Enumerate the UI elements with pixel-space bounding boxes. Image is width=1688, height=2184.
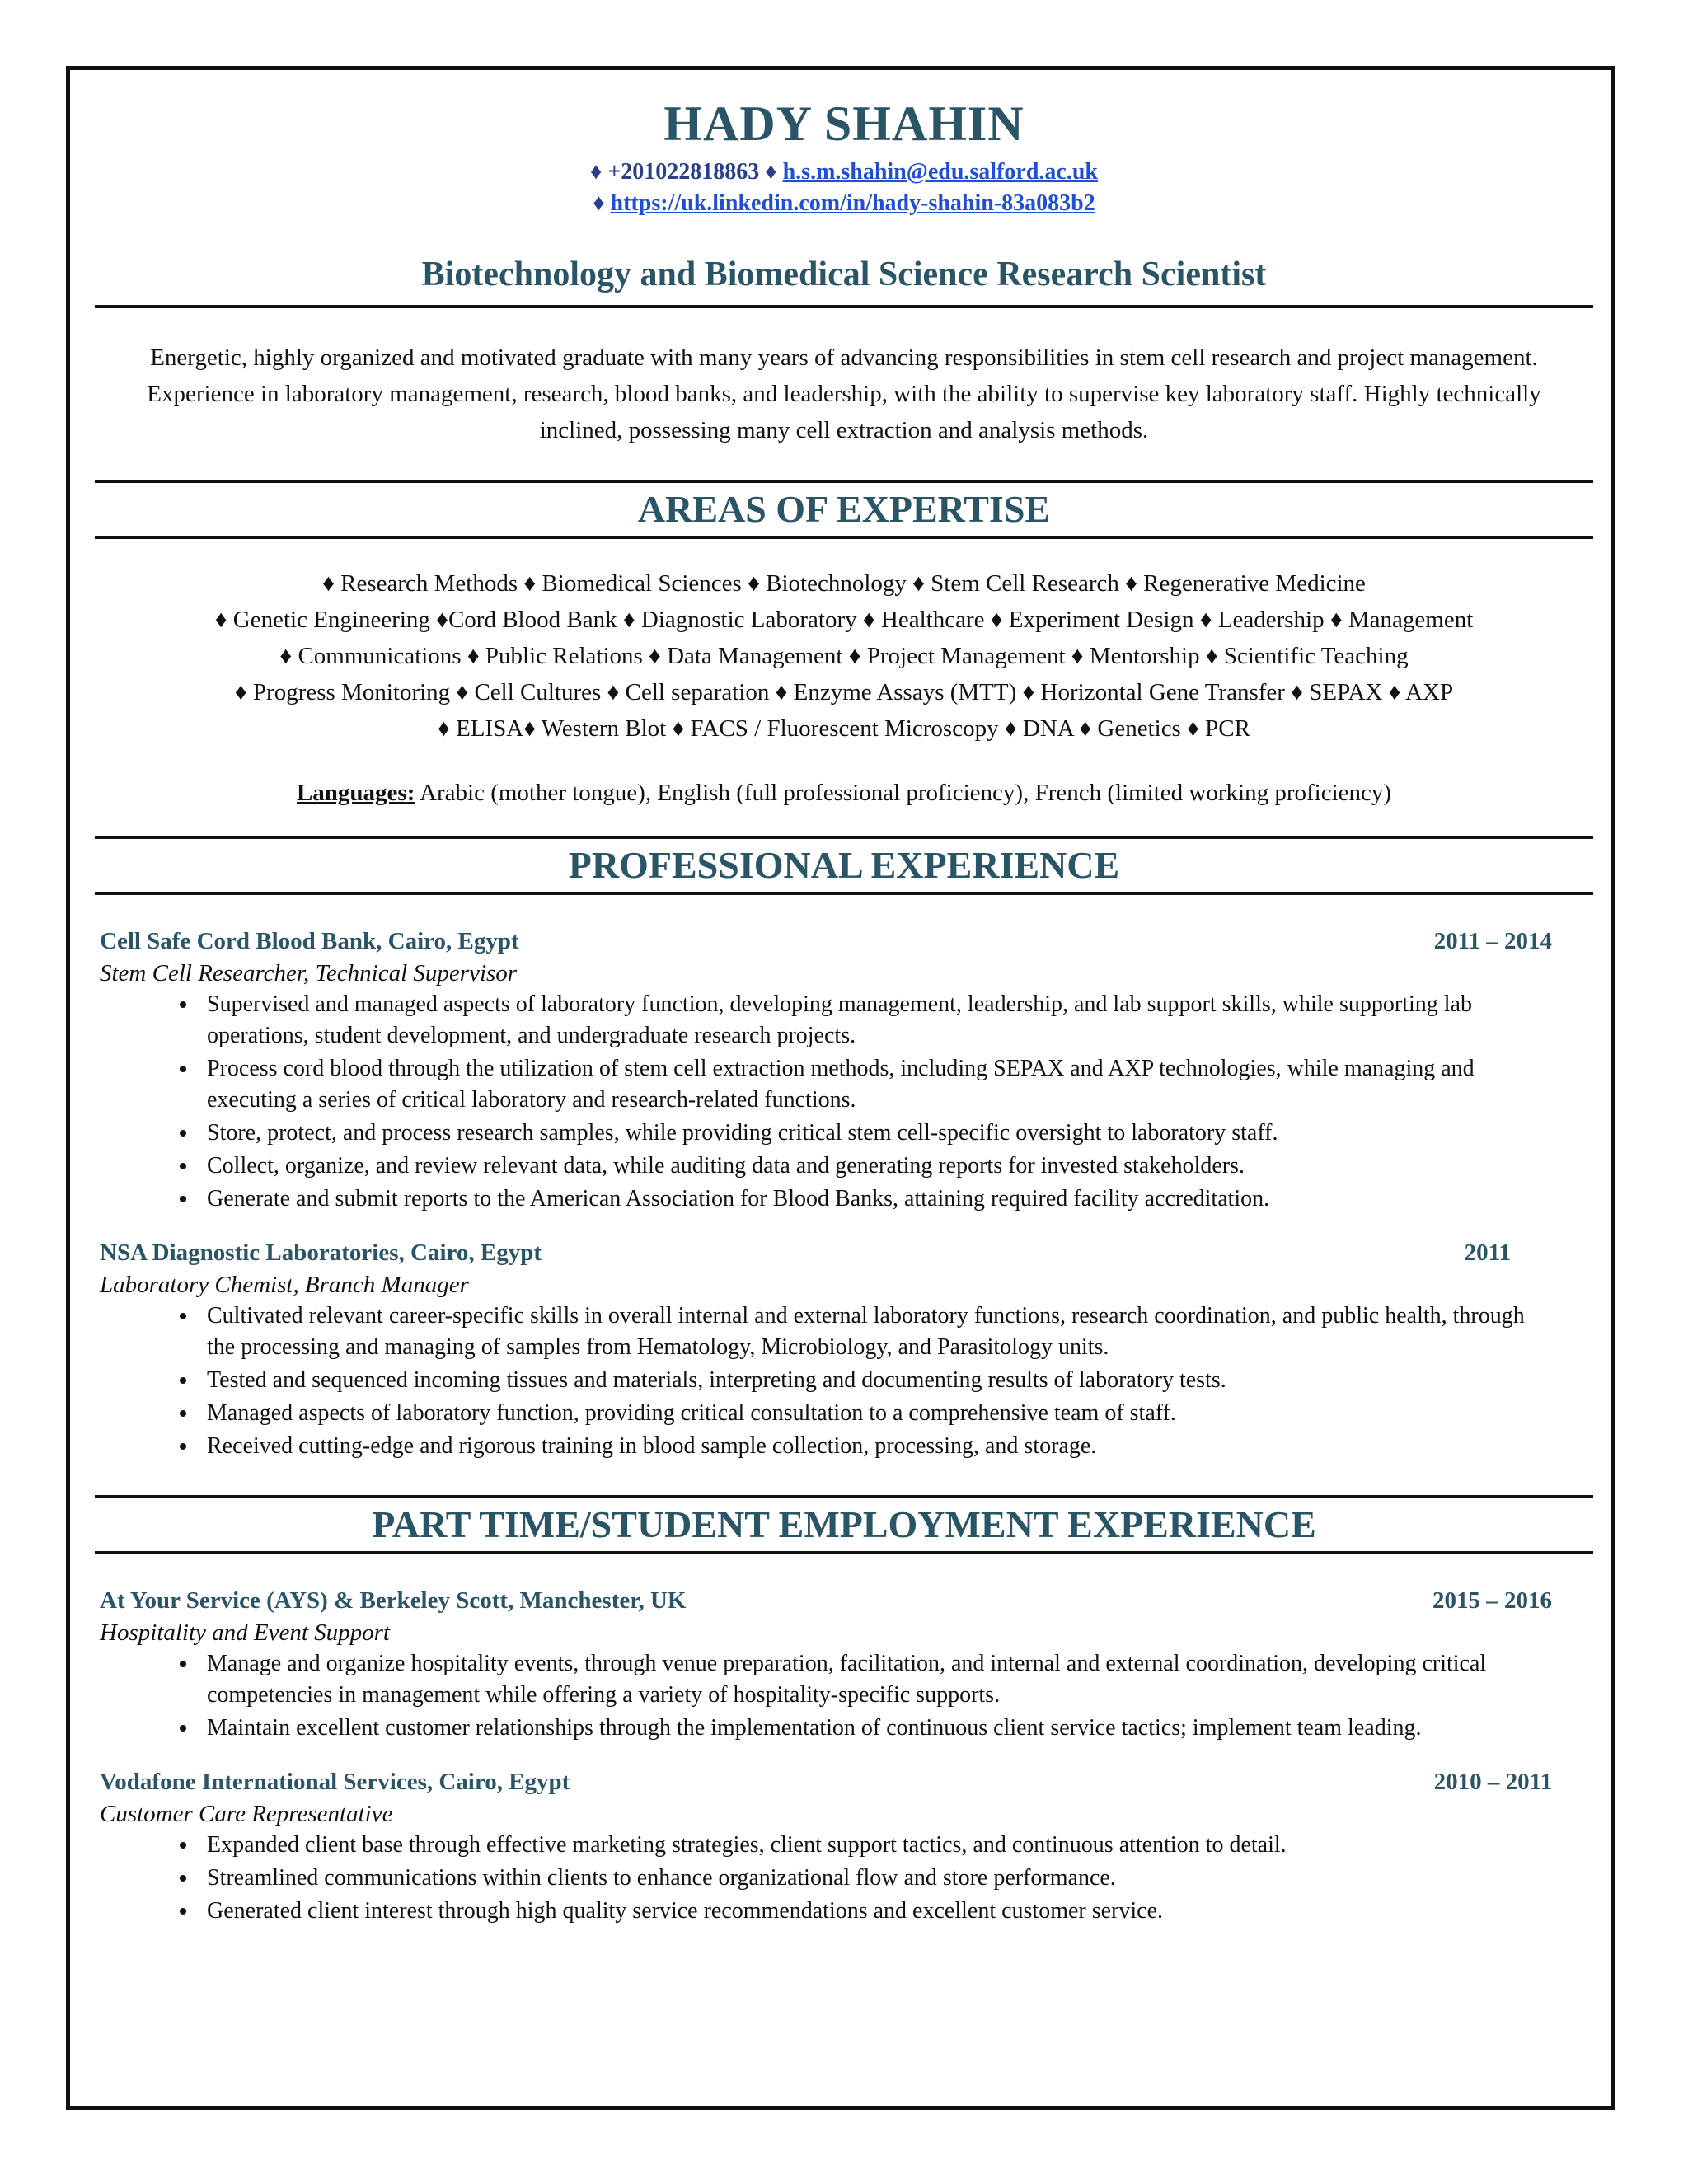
job-dates: 2011 [1464, 1240, 1511, 1266]
section-title-parttime: PART TIME/STUDENT EMPLOYMENT EXPERIENCE [372, 1503, 1316, 1545]
company: Cell Safe Cord Blood Bank, Cairo, Egypt [100, 928, 519, 954]
list-item: • Collect, organize, and review relevant data, while auditing data and generating reports for invested stakeholders. [199, 1151, 1552, 1182]
summary: Energetic, highly organized and motivated graduate with many years of advancing responsibilities in stem cell research and project management. Experience in laboratory management, research, blood banks, and leadership, with the ability to supervise key laboratory staff. Highly technically inclined, possessing many cell extraction and analysis methods. [147, 344, 1541, 443]
list-item: • Process cord blood through the utilization of stem cell extraction methods, including SEPAX and AXP technologies, while managing and executing a series of critical laboratory and research-related functions. [199, 1053, 1552, 1116]
job-dates: 2010 – 2011 [1433, 1769, 1552, 1795]
job-header [100, 1236, 1511, 1269]
divider [95, 1551, 1593, 1554]
job-bullets [100, 1648, 1552, 1744]
list-item: • Cultivated relevant career-specific skills in overall internal and external laboratory functions, research coordination, and public health, through the processing and managing of samples from Hematology, Microbiology, and Parasitology units. [199, 1301, 1552, 1363]
headline: Biotechnology and Biomedical Science Research Scientist [421, 255, 1267, 293]
job-dates: 2011 – 2014 [1433, 928, 1552, 954]
divider [95, 892, 1593, 895]
job-role: Laboratory Chemist, Branch Manager [100, 1272, 469, 1298]
job-entry [100, 1584, 1552, 1744]
diamond-icon: ♦ [765, 159, 777, 185]
candidate-name: HADY SHAHIN [663, 96, 1025, 151]
languages-text: Arabic (mother tongue), English (full professional proficiency), French (limited working proficiency) [420, 780, 1392, 806]
list-item: • Generated client interest through high quality service recommendations and excellent customer service. [199, 1896, 1552, 1927]
job-bullets [100, 1301, 1552, 1462]
email-link[interactable]: h.s.m.shahin@edu.salford.ac.uk [782, 159, 1098, 185]
job-dates: 2015 – 2016 [1432, 1587, 1552, 1614]
company: Vodafone International Services, Cairo, Egypt [100, 1769, 570, 1795]
list-item: • Received cutting-edge and rigorous training in blood sample collection, processing, and storage. [199, 1431, 1552, 1462]
company: NSA Diagnostic Laboratories, Cairo, Egypt [100, 1240, 542, 1266]
list-item: • Supervised and managed aspects of laboratory function, developing management, leadership, and lab support skills, while supporting lab operations, student development, and undergraduate research projects. [199, 989, 1552, 1052]
job-header [100, 925, 1552, 958]
phone-number: +201022818863 [607, 159, 760, 185]
list-item: • Tested and sequenced incoming tissues and materials, interpreting and documenting results of laboratory tests. [199, 1365, 1552, 1396]
list-item: • Generate and submit reports to the American Association for Blood Banks, attaining required facility accreditation. [199, 1183, 1552, 1215]
job-entry [100, 1236, 1525, 1462]
list-item: • Expanded client base through effective marketing strategies, client support tactics, and continuous attention to detail. [199, 1830, 1552, 1861]
list-item: • Streamlined communications within clients to enhance organizational flow and store performance. [199, 1863, 1552, 1894]
expertise-line: ♦ Genetic Engineering ♦Cord Blood Bank ♦ Diagnostic Laboratory ♦ Healthcare ♦ Experiment Design ♦ Leadership ♦ Management [214, 607, 1474, 633]
divider [95, 305, 1593, 308]
expertise-line: ♦ Research Methods ♦ Biomedical Sciences ♦ Biotechnology ♦ Stem Cell Research ♦ Regenerative Medicine [322, 570, 1366, 597]
contact-line [95, 157, 1593, 188]
expertise-line: ♦ Progress Monitoring ♦ Cell Cultures ♦ Cell separation ♦ Enzyme Assays (MTT) ♦ Horizontal Gene Transfer ♦ SEPAX ♦ AXP [234, 679, 1454, 705]
job-bullets [100, 1830, 1552, 1927]
diamond-icon: ♦ [590, 159, 603, 185]
job-role: Hospitality and Event Support [100, 1619, 390, 1646]
linkedin-line [95, 188, 1593, 219]
job-header [100, 1584, 1552, 1617]
languages: Languages: Arabic (mother tongue), English (full professional proficiency), French (limited working proficiency) [296, 780, 1392, 806]
expertise-line: ♦ ELISA♦ Western Blot ♦ FACS / Fluorescent Microscopy ♦ DNA ♦ Genetics ♦ PCR [438, 715, 1250, 742]
job-role: Customer Care Representative [100, 1801, 393, 1827]
list-item: • Maintain excellent customer relationships through the implementation of continuous client service tactics; implement team leading. [199, 1713, 1552, 1744]
section-title-professional: PROFESSIONAL EXPERIENCE [568, 844, 1120, 886]
job-header [100, 1765, 1552, 1798]
job-role: Stem Cell Researcher, Technical Supervisor [100, 960, 518, 987]
resume [95, 91, 1593, 1929]
languages-label: Languages [296, 780, 407, 806]
list-item: • Managed aspects of laboratory function, providing critical consultation to a comprehensive team of staff. [199, 1398, 1552, 1429]
expertise-line: ♦ Communications ♦ Public Relations ♦ Data Management ♦ Project Management ♦ Mentorship ♦ Scientific Teaching [279, 643, 1409, 669]
diamond-icon: ♦ [593, 190, 605, 216]
job-entry [100, 1765, 1552, 1927]
list-item: • Store, protect, and process research samples, while providing critical stem cell-specific oversight to laboratory staff. [199, 1118, 1552, 1149]
linkedin-link[interactable]: https://uk.linkedin.com/in/hady-shahin-83a083b2 [610, 190, 1095, 216]
list-item: • Manage and organize hospitality events, through venue preparation, facilitation, and internal and external coordination, developing critical competencies in management while offering a variety of hospitality-specific supports. [199, 1648, 1552, 1711]
company: At Your Service (AYS) & Berkeley Scott, Manchester, UK [100, 1587, 687, 1614]
section-title-expertise: AREAS OF EXPERTISE [637, 488, 1051, 530]
expertise-list [95, 565, 1593, 747]
divider [95, 536, 1593, 539]
job-entry [100, 925, 1552, 1215]
job-bullets [100, 989, 1552, 1215]
